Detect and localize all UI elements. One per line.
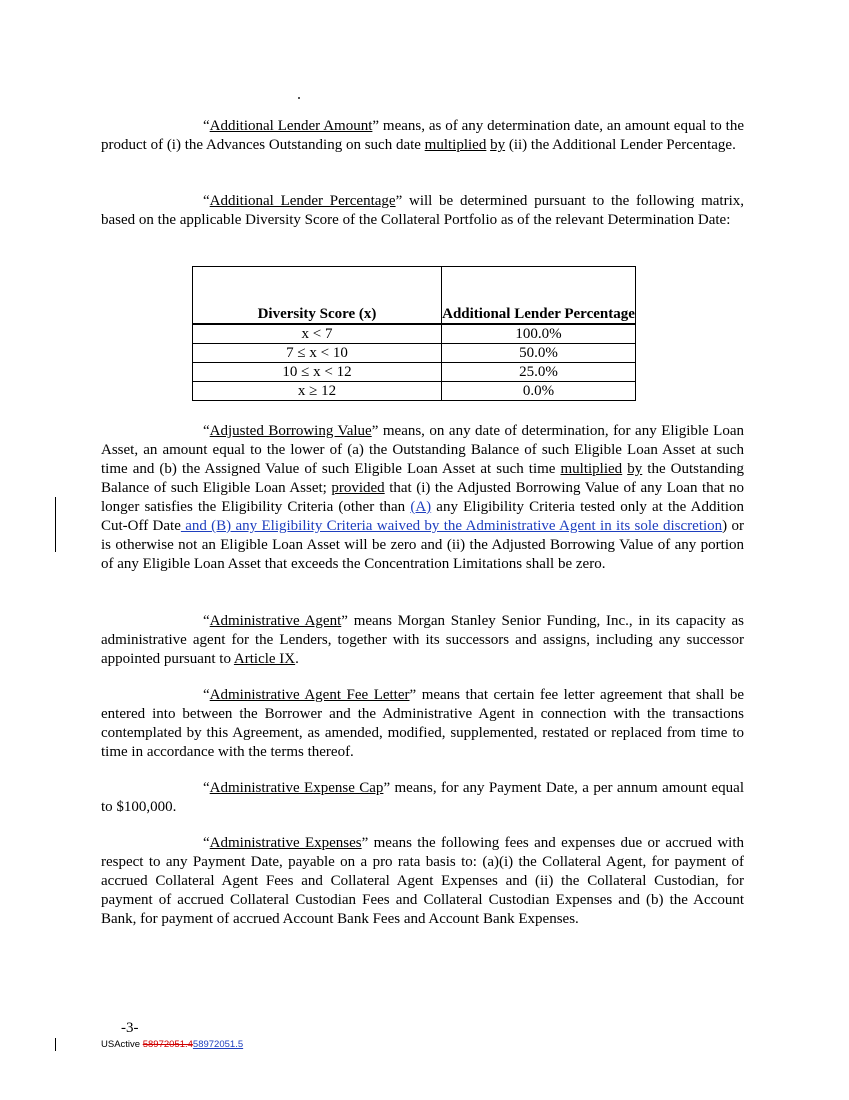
inserted-doc-id: 58972051.5 bbox=[192, 1039, 244, 1050]
defined-term: Administrative Agent bbox=[209, 613, 342, 629]
change-bar bbox=[55, 1038, 56, 1051]
definition-administrative-expenses: “Administrative Expenses” means the following fees and expenses due or accrued with respect to any Payment Date, payable on a pro rata basis to: (a)(i) the Collateral Agent, for payment of accrued Collateral Agent Fees and Collateral Agent Expenses and (ii) the Collateral Custodian, for payment of accrued Collateral Custodian Fees and Collateral Custodian Expenses and (b) the Account Bank, for payment of accrued Account Bank Fees and Account Bank Expenses. bbox=[101, 835, 744, 927]
stray-mark bbox=[298, 97, 300, 99]
document-id: USActive 58972051.458972051.5 bbox=[101, 1039, 244, 1050]
defined-term: Administrative Agent Fee Letter bbox=[209, 687, 410, 703]
article-reference: Article IX bbox=[233, 651, 296, 667]
matrix-row: x ≥ 12 0.0% bbox=[193, 382, 636, 401]
defined-term: Adjusted Borrowing Value bbox=[209, 423, 372, 439]
definition-additional-lender-amount: “Additional Lender Amount” means, as of any determination date, an amount equal to the product of (i) the Advances Outstanding on such date multiplied by (ii) the Additional Lender Percentage. bbox=[101, 118, 744, 153]
page-number: -3- bbox=[121, 1020, 139, 1036]
matrix-header-diversity-score: Diversity Score (x) bbox=[193, 267, 442, 325]
diversity-score-matrix bbox=[192, 266, 636, 401]
matrix-header-percentage: Additional Lender Percentage bbox=[442, 267, 636, 325]
definition-administrative-agent: “Administrative Agent” means Morgan Stanley Senior Funding, Inc., in its capacity as administrative agent for the Lenders, together with its successors and assigns, including any successor appointed pursuant to Article IX. bbox=[101, 613, 744, 667]
definition-administrative-agent-fee-letter: “Administrative Agent Fee Letter” means that certain fee letter agreement that shall be entered into between the Borrower and the Administrative Agent in connection with the transactions contemplated by this Agreement, as amended, modified, supplemented, restated or replaced from time to time in accordance with the terms thereof. bbox=[101, 687, 744, 760]
change-bar bbox=[55, 497, 56, 552]
matrix-row: x < 7 100.0% bbox=[193, 324, 636, 344]
deleted-doc-id: 58972051.4 bbox=[142, 1039, 193, 1050]
inserted-text: and (B) any Eligibility Criteria waived by the Administrative Agent in its sole discretion bbox=[180, 518, 723, 534]
matrix-row: 7 ≤ x < 10 50.0% bbox=[193, 344, 636, 363]
defined-term: Additional Lender Amount bbox=[209, 118, 373, 134]
matrix-row: 10 ≤ x < 12 25.0% bbox=[193, 363, 636, 382]
definition-administrative-expense-cap: “Administrative Expense Cap” means, for any Payment Date, a per annum amount equal to $100,000. bbox=[101, 780, 744, 815]
defined-term: Additional Lender Percentage bbox=[209, 193, 396, 209]
defined-term: Administrative Expense Cap bbox=[209, 780, 384, 796]
definition-adjusted-borrowing-value: “Adjusted Borrowing Value” means, on any date of determination, for any Eligible Loan Asset, an amount equal to the lower of (a) the Outstanding Balance of such Eligible Loan Asset at such time and (b) the Assigned Value of such Eligible Loan Asset at such time multiplied by the Outstanding Balance of such Eligible Loan Asset; provided that (i) the Adjusted Borrowing Value of any Loan that no longer satisfies the Eligibility Criteria (other than (A) any Eligibility Criteria tested only at the Addition Cut-Off Date and (B) any Eligibility Criteria waived by the Administrative Agent in its sole discretion) or is otherwise not an Eligible Loan Asset will be zero and (ii) the Adjusted Borrowing Value of any portion of any Eligible Loan Asset that exceeds the Concentration Limitations shall be zero. bbox=[101, 423, 745, 572]
defined-term: Administrative Expenses bbox=[209, 835, 362, 851]
inserted-text: (A) bbox=[410, 499, 432, 515]
definition-additional-lender-percentage: “Additional Lender Percentage” will be determined pursuant to the following matrix, based on the applicable Diversity Score of the Collateral Portfolio as of the relevant Determination Date: bbox=[101, 193, 744, 228]
